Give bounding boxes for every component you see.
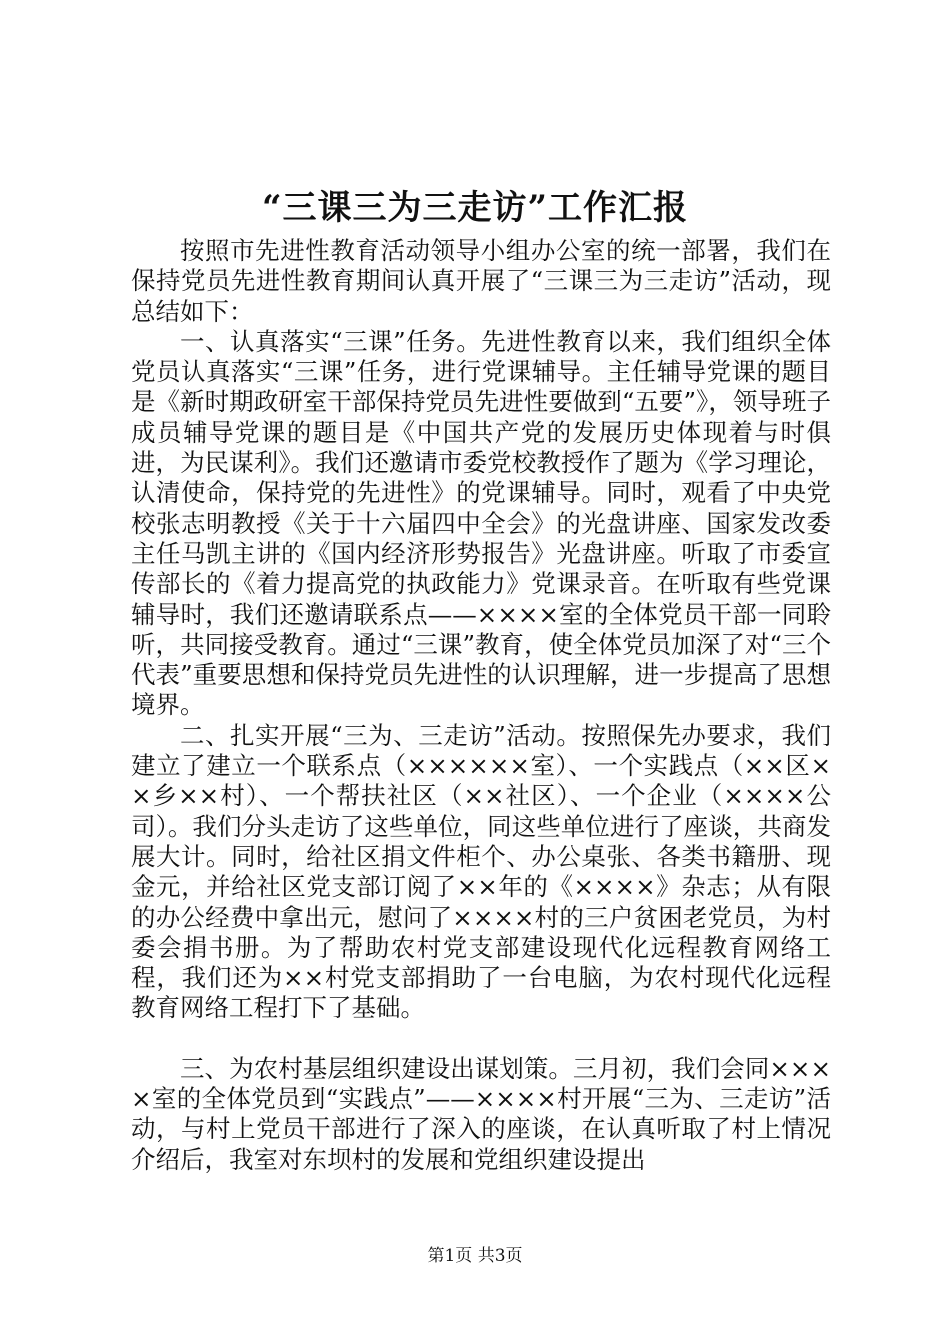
- document-body: [131, 236, 831, 1175]
- section-one-paragraph: 一、认真落实“三课”任务。先进性教育以来，我们组织全体党员认真落实“三课”任务，进行党课辅导。主任辅导党课的题目是《新时期政研室干部保持党员先进性要做到“五要”》，领导班子成员辅导党课的题目是《中国共产党的发展历史体现着与时俱进，为民谋利》。我们还邀请市委党校教授作了题为《学习理论，认清使命，保持党的先进性》的党课辅导。同时，观看了中央党校张志明教授《关于十六届四中全会》的光盘讲座、国家发改委主任马凯主讲的《国内经济形势报告》光盘讲座。听取了市委宣传部长的《着力提高党的执政能力》党课录音。在听取有些党课辅导时，我们还邀请联系点——××××室的全体党员干部一同聆听，共同接受教育。通过“三课”教育，使全体党员加深了对“三个代表”重要思想和保持党员先进性的认识理解，进一步提高了思想境界。: [131, 326, 831, 720]
- document-title: “三课三为三走访”工作汇报: [261, 188, 689, 228]
- section-two-paragraph: 二、扎实开展“三为、三走访”活动。按照保先办要求，我们建立了建立一个联系点（××××××室）、一个实践点（××区××乡××村）、一个帮扶社区（××社区）、一个企业（××××公司）。我们分头走访了这些单位，同这些单位进行了座谈，共商发展大计。同时，给社区捐文件柜个、办公桌张、各类书籍册、现金元，并给社区党支部订阅了××年的《××××》杂志；从有限的办公经费中拿出元，慰问了××××村的三户贫困老党员，为村委会捐书册。为了帮助农村党支部建设现代化远程教育网络工程，我们还为××村党支部捐助了一台电脑，为农村现代化远程教育网络工程打下了基础。: [131, 720, 831, 1023]
- page-number: 第1页 共3页: [427, 1246, 523, 1266]
- intro-paragraph: 按照市先进性教育活动领导小组办公室的统一部署，我们在保持党员先进性教育期间认真开展了“三课三为三走访”活动，现总结如下：: [131, 236, 831, 326]
- section-three-paragraph: 三、为农村基层组织建设出谋划策。三月初，我们会同××××室的全体党员到“实践点”——××××村开展“三为、三走访”活动，与村上党员干部进行了深入的座谈，在认真听取了村上情况介绍后，我室对东坝村的发展和党组织建设提出: [131, 1053, 831, 1174]
